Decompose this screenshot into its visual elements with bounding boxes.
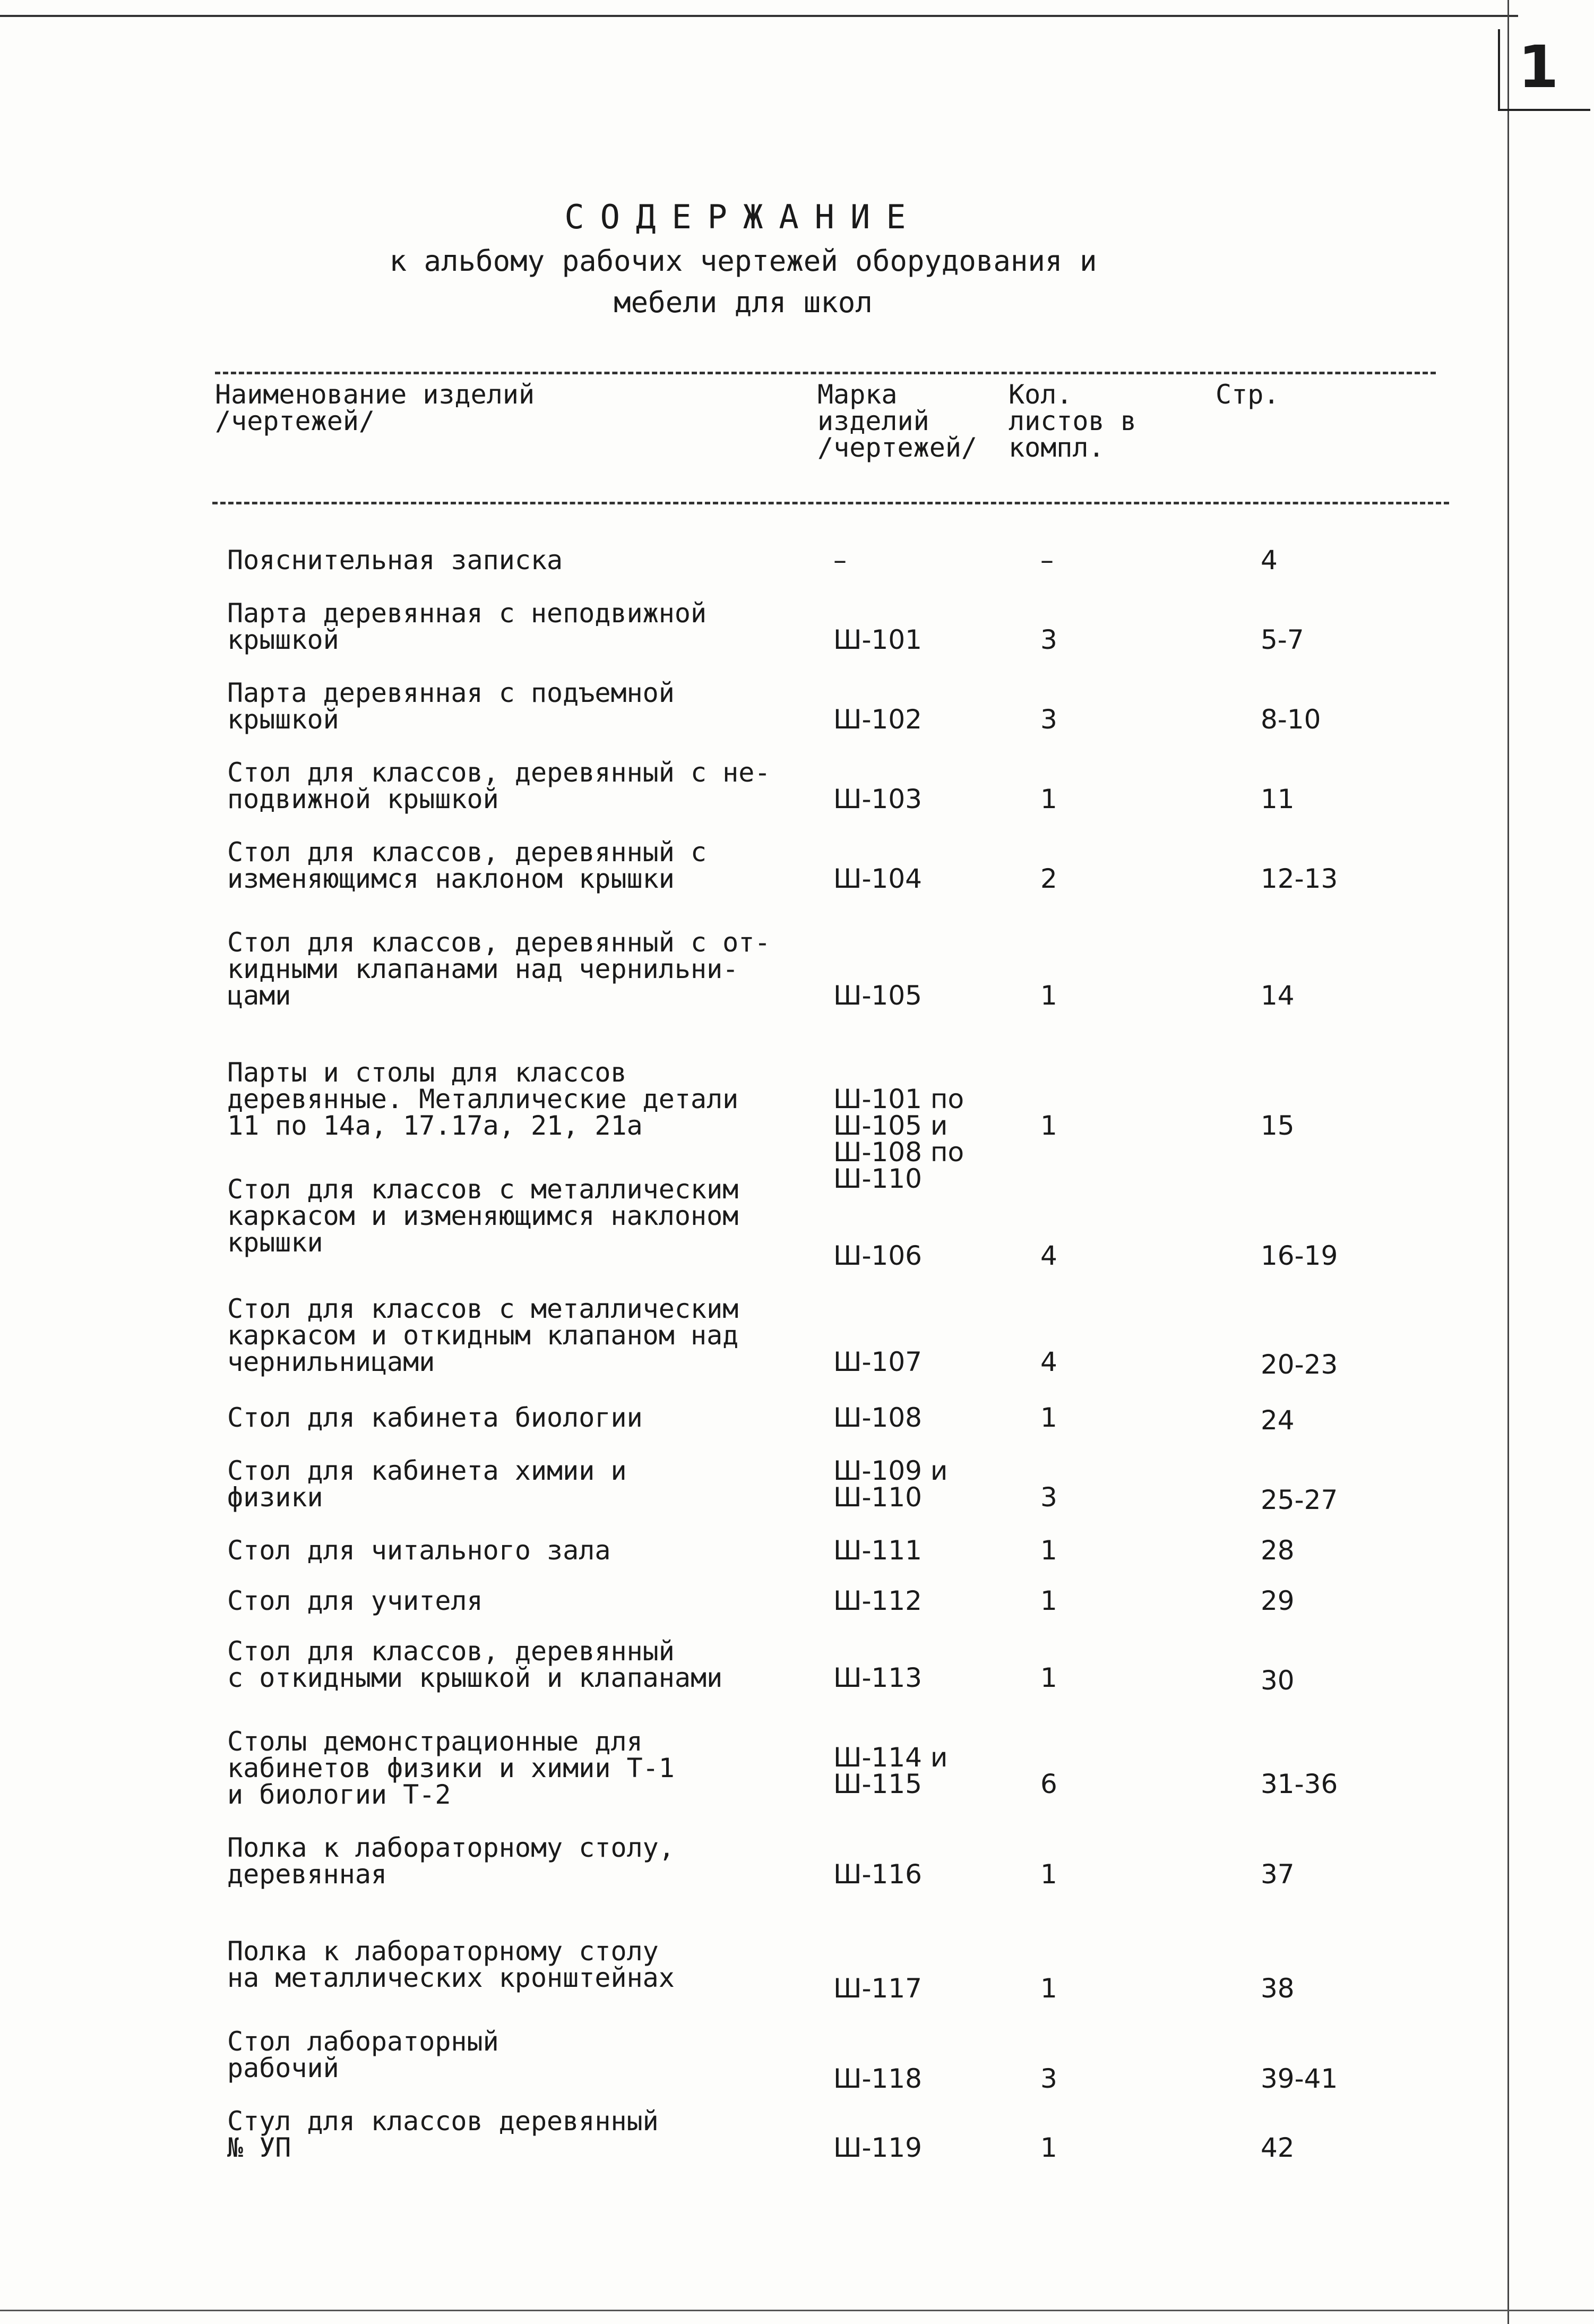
item-mark: Ш-109 и Ш-110 [833,1455,948,1513]
item-name: Парта деревянная с подъемной крышкой [227,678,675,735]
item-mark: Ш-108 [833,1402,922,1433]
page-ref: 5-7 [1261,624,1304,655]
page-ref: 14 [1261,980,1295,1011]
sheet-count: 4 [1040,1347,1057,1377]
sheet-count: 6 [1040,1769,1057,1799]
page-ref: 29 [1261,1585,1295,1616]
item-name: Пояснительная записка [227,545,563,576]
top-border [0,15,1518,17]
page-ref: 4 [1261,545,1278,576]
sheet-count: 1 [1040,1585,1057,1616]
page-ref: 24 [1261,1405,1295,1436]
item-name: Стол для классов, деревянный с от- кидными клапанами над чернильни- цами [227,927,771,1011]
item-mark: Ш-119 [833,2132,922,2163]
item-name: Стол для классов, деревянный с изменяющимся наклоном крышки [227,837,707,894]
sheet-count: 1 [1040,1662,1057,1693]
item-name: Столы демонстрационные для кабинетов физики и химии Т-1 и биологии Т-2 [227,1726,675,1810]
page-ref: 11 [1261,784,1295,814]
sheet-count: 2 [1040,863,1057,894]
sheet-count: – [1040,545,1054,576]
item-name: Полка к лабораторному столу на металлических кронштейнах [227,1936,675,1993]
page-ref: 8-10 [1261,704,1321,735]
item-name: Стол для учителя [227,1585,483,1616]
document-subtitle-line2: мебели для школ [614,286,873,319]
item-mark: Ш-111 [833,1535,922,1566]
page-ref: 37 [1261,1859,1295,1890]
item-mark: Ш-101 по Ш-105 и Ш-108 по Ш-110 [833,1084,964,1194]
header-bottom-divider [212,502,1449,504]
item-mark: Ш-113 [833,1662,922,1693]
item-mark: Ш-117 [833,1973,922,2004]
right-border [1507,0,1509,2324]
item-mark: Ш-103 [833,784,922,814]
item-name: Парты и столы для классов деревянные. Металлические детали 11 по 14а, 17.17а, 21, 21а [227,1057,739,1141]
sheet-count: 1 [1040,1110,1057,1141]
document-subtitle-line1: к альбому рабочих чертежей оборудования и [389,244,1097,278]
column-header-mark: Марка изделий /чертежей/ [817,379,978,463]
sheet-count: 3 [1040,624,1057,655]
item-name: Полка к лабораторному столу, деревянная [227,1832,675,1890]
sheet-count: 1 [1040,2132,1057,2163]
item-name: Стол для классов, деревянный с не- подвижной крышкой [227,757,771,814]
sheet-count: 1 [1040,1402,1057,1433]
item-mark: Ш-101 [833,624,922,655]
sheet-count: 1 [1040,980,1057,1011]
sheet-count: 3 [1040,1482,1057,1513]
page-ref: 42 [1261,2132,1295,2163]
page-ref: 25-27 [1261,1485,1338,1515]
sheet-count: 3 [1040,2063,1057,2094]
item-mark: Ш-112 [833,1585,922,1616]
item-mark: Ш-114 и Ш-115 [833,1742,948,1799]
page-number: 1 [1518,33,1559,101]
page-ref: 30 [1261,1665,1295,1696]
item-name: Стол для кабинета биологии [227,1402,643,1433]
item-mark: Ш-106 [833,1240,922,1271]
item-name: Стол лабораторный рабочий [227,2026,499,2083]
page-ref: 28 [1261,1535,1295,1566]
column-header-count: Кол. листов в компл. [1009,379,1136,463]
page-ref: 39-41 [1261,2063,1338,2094]
page-ref: 31-36 [1261,1769,1338,1799]
column-header-page: Стр. [1216,379,1280,410]
item-name: Стол для классов с металлическим каркасом и откидным клапаном над чернильницами [227,1293,739,1377]
sheet-count: 1 [1040,1535,1057,1566]
column-header-name: Наименование изделий /чертежей/ [215,379,535,436]
item-name: Стол для читального зала [227,1535,611,1566]
page-ref: 38 [1261,1973,1295,2004]
item-name: Парта деревянная с неподвижной крышкой [227,598,707,655]
item-mark: Ш-104 [833,863,922,894]
bottom-border [0,2310,1594,2311]
item-name: Стол для классов, деревянный с откидными крышкой и клапанами [227,1636,723,1693]
item-mark: Ш-118 [833,2063,922,2094]
item-mark: Ш-102 [833,704,922,735]
document-title: СОДЕРЖАНИЕ [564,198,922,236]
sheet-count: 1 [1040,784,1057,814]
sheet-count: 1 [1040,1859,1057,1890]
sheet-count: 1 [1040,1973,1057,2004]
sheet-count: 4 [1040,1240,1057,1271]
item-mark: – [833,545,847,576]
item-name: Стол для кабинета химии и физики [227,1455,627,1513]
page-ref: 15 [1261,1110,1295,1141]
header-top-divider [215,372,1436,374]
item-name: Стол для классов с металлическим каркасом и изменяющимся наклоном крышки [227,1174,739,1258]
item-name: Стул для классов деревянный № УП [227,2106,659,2163]
item-mark: Ш-105 [833,980,922,1011]
page-ref: 16-19 [1261,1240,1338,1271]
page-ref: 20-23 [1261,1349,1338,1380]
item-mark: Ш-107 [833,1347,922,1377]
item-mark: Ш-116 [833,1859,922,1890]
page-ref: 12-13 [1261,863,1338,894]
sheet-count: 3 [1040,704,1057,735]
